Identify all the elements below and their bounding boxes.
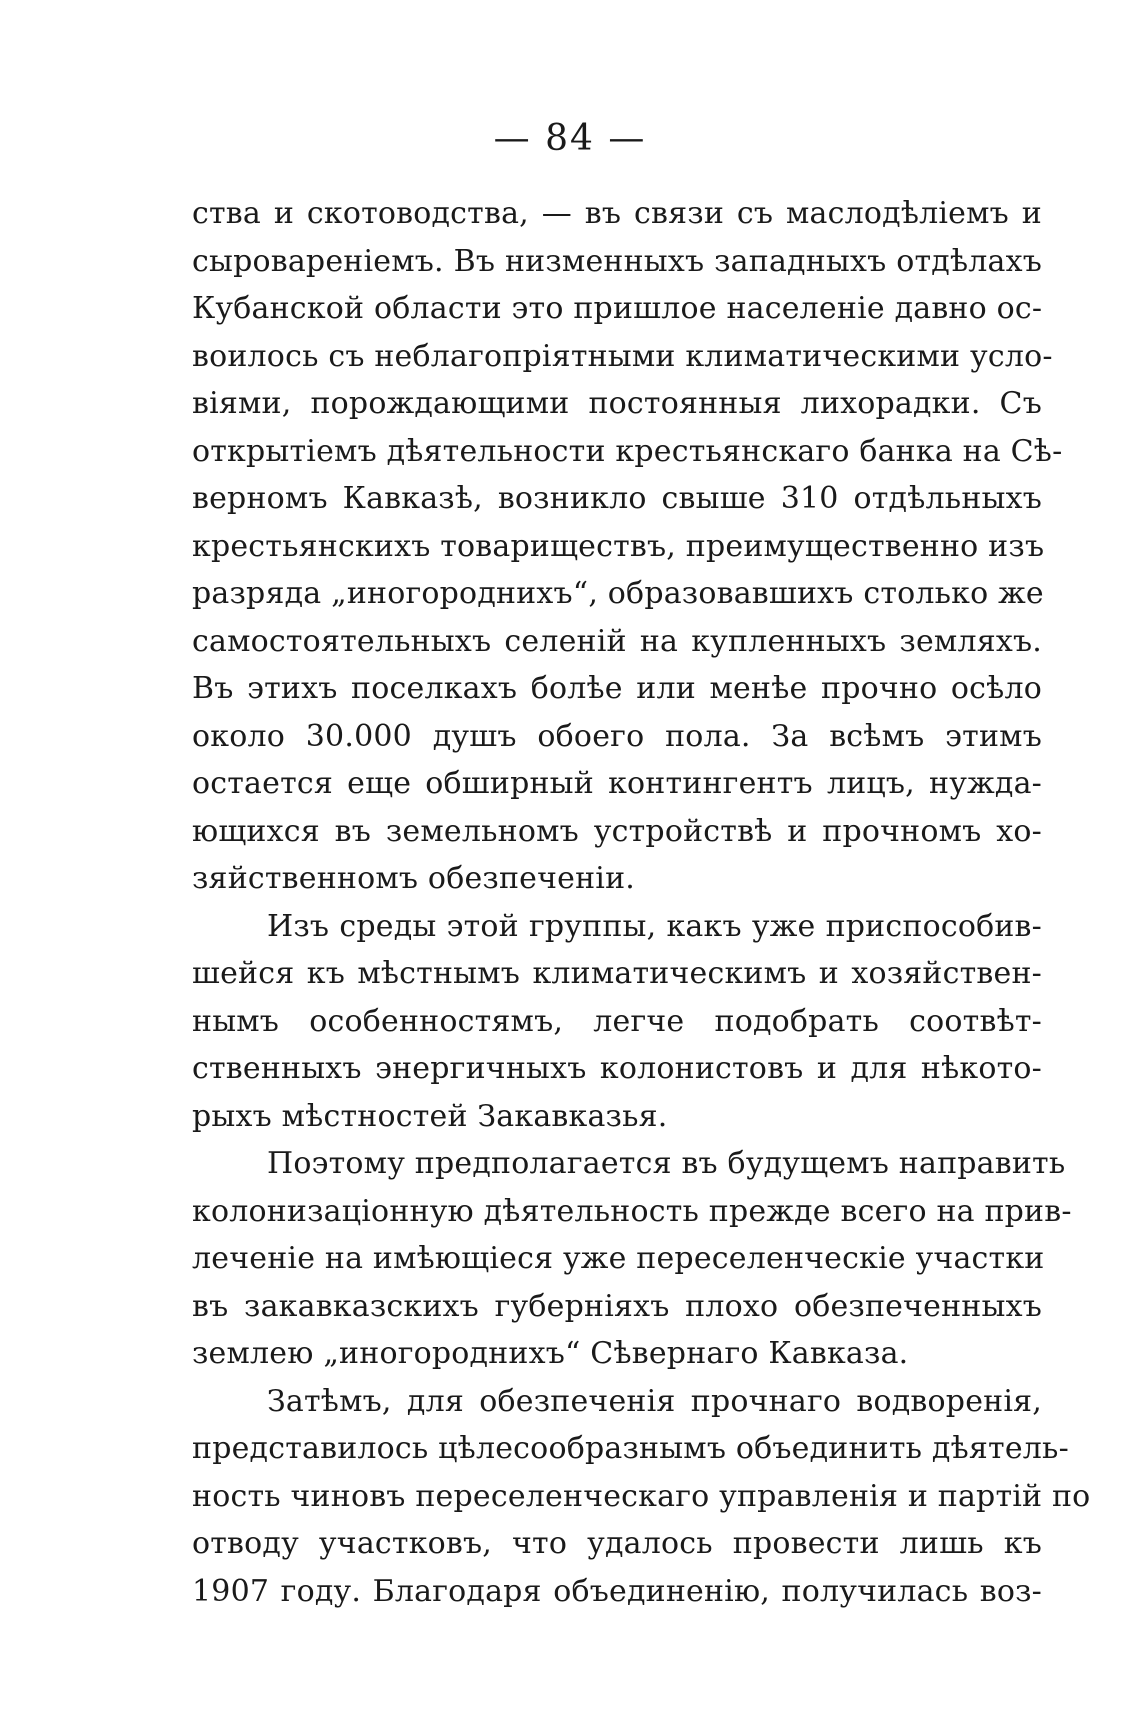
- page-number: — 84 —: [493, 118, 647, 159]
- text-line: въ закавказскихъ губерніяхъ плохо обезпеченныхъ: [192, 1288, 1042, 1324]
- text-line: землею „иногороднихъ“ Сѣвернаго Кавказа.: [192, 1336, 909, 1371]
- body-text: [192, 190, 1091, 1615]
- text-line: ющихся въ земельномъ устройствѣ и прочномъ хо-: [192, 813, 1042, 849]
- text-line: Поэтому предполагается въ будущемъ направить: [267, 1146, 1066, 1181]
- text-line: віями, порождающими постоянныя лихорадки. Съ: [192, 386, 1042, 421]
- text-line: воилось съ неблагопріятными климатическими усло-: [192, 338, 1053, 374]
- paragraph: [192, 903, 1042, 1141]
- text-line: разряда „иногороднихъ“, образовавшихъ столько же: [192, 576, 1044, 611]
- text-line: рыхъ мѣстностей Закавказья.: [192, 1098, 668, 1134]
- text-line: представилось цѣлесообразнымъ объединить дѣятель-: [192, 1431, 1069, 1466]
- text-line: ства и скотоводства, — въ связи съ маслодѣліемъ и: [192, 196, 1042, 231]
- text-line: около 30.000 душъ обоего пола. За всѣмъ этимъ: [192, 718, 1042, 754]
- text-line: зяйственномъ обезпеченіи.: [192, 861, 636, 896]
- paragraph: [192, 1378, 1091, 1616]
- text-line: колонизаціонную дѣятельность прежде всего на прив-: [192, 1193, 1072, 1229]
- text-line: остается еще обширный контингентъ лицъ, нужда-: [192, 766, 1042, 801]
- text-line: ность чиновъ переселенческаго управленія и партій по: [192, 1478, 1091, 1514]
- text-line: ственныхъ энергичныхъ колонистовъ и для нѣкото-: [192, 1051, 1042, 1086]
- text-line: открытіемъ дѣятельности крестьянскаго банка на Сѣ-: [192, 433, 1063, 469]
- text-line: Изъ среды этой группы, какъ уже приспособив-: [267, 908, 1042, 944]
- text-line: леченіе на имѣющіеся уже переселенческіе участки: [192, 1241, 1045, 1276]
- paragraph: [192, 190, 1063, 903]
- text-line: Въ этихъ поселкахъ болѣе или менѣе прочно осѣло: [192, 671, 1042, 706]
- text-line: шейся къ мѣстнымъ климатическимъ и хозяйствен-: [192, 956, 1042, 991]
- text-line: Кубанской области это пришлое населеніе давно ос-: [192, 291, 1043, 326]
- text-line: самостоятельныхъ селеній на купленныхъ земляхъ.: [192, 623, 1042, 659]
- text-line: верномъ Кавказѣ, возникло свыше 310 отдѣльныхъ: [192, 481, 1042, 516]
- text-line: 1907 году. Благодаря объединенію, получилась воз-: [192, 1573, 1042, 1609]
- text-line: Затѣмъ, для обезпеченія прочнаго водворенія,: [267, 1383, 1042, 1419]
- text-line: крестьянскихъ товариществъ, преимущественно изъ: [192, 528, 1045, 564]
- paragraph: [192, 1140, 1072, 1378]
- text-line: сыровареніемъ. Въ низменныхъ западныхъ отдѣлахъ: [192, 243, 1042, 279]
- text-line: нымъ особенностямъ, легче подобрать соотвѣт-: [192, 1003, 1042, 1039]
- text-line: отводу участковъ, что удалось провести лишь къ: [192, 1526, 1042, 1561]
